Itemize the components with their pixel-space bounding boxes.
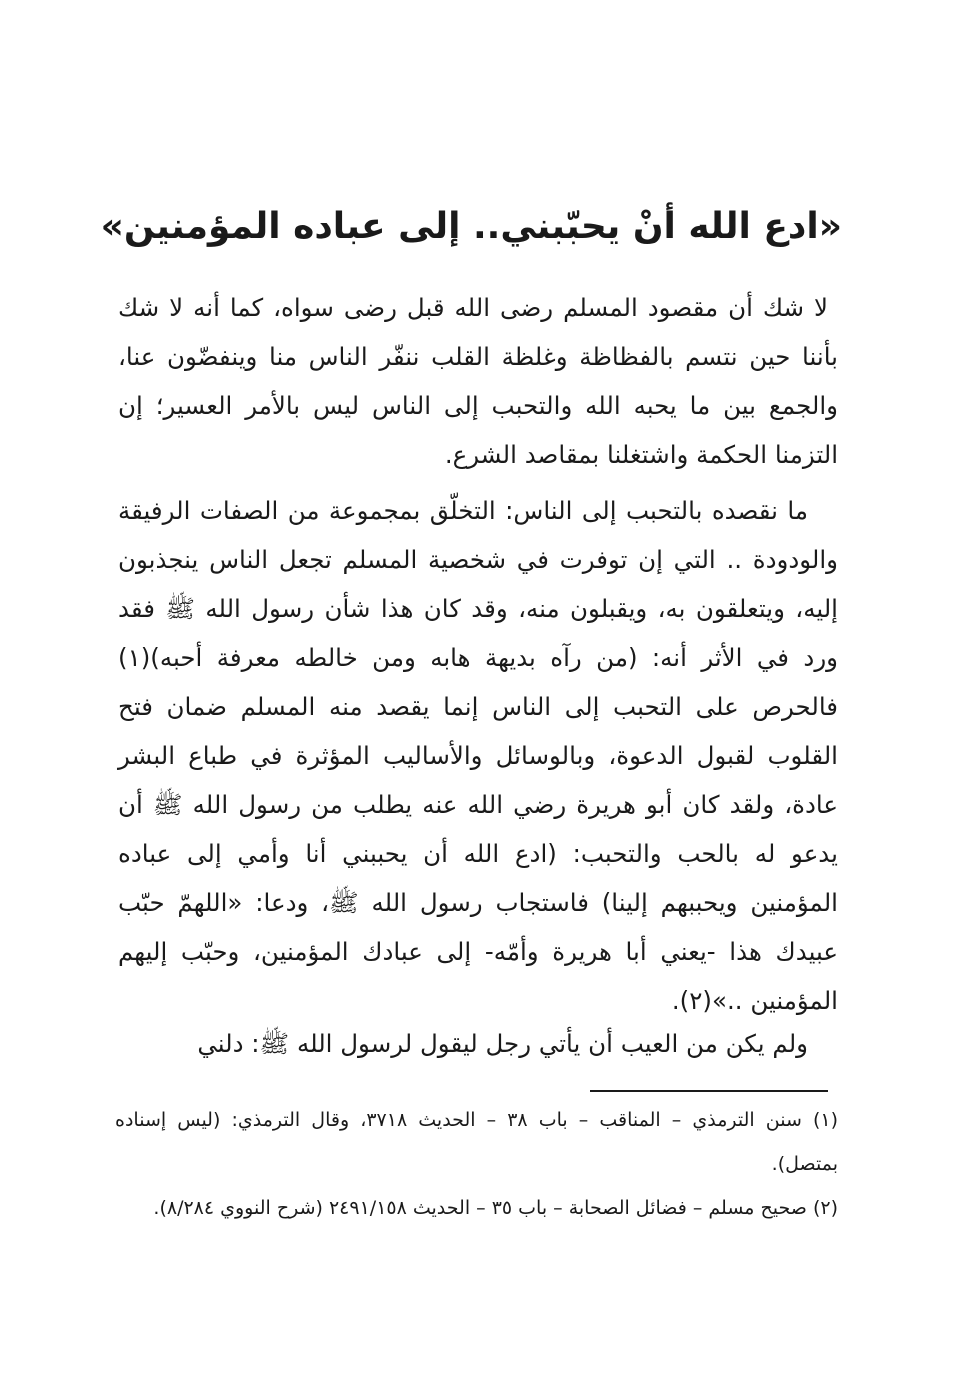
chapter-title: «ادع الله أنْ يحبّبني.. إلى عباده المؤمنين» [100,206,842,248]
footnote-1: (١) سنن الترمذي – المناقب – باب ٣٨ – الحديث ٣٧١٨، وقال الترمذي: (ليس إسناده بمتصل). [115,1109,838,1175]
footnote-separator [590,1090,828,1092]
paragraph-2: ما نقصده بالتحبب إلى الناس: التخلّق بمجموعة من الصفات الرفيقة والودودة .. التي إن توفرت في شخصية المسلم تجعل الناس ينجذبون إليه، ويتعلقون به، ويقبلون منه، وقد كان هذا شأن رسول الله ﷺ فقد ورد في الأثر أنه: (من رآه بديهة هابه ومن خالطه معرفة أحبه)(١) فالحرص على التحبب إلى الناس إنما يقصد منه المسلم ضمان فتح القلوب لقبول الدعوة، وبالوسائل والأساليب المؤثرة في طباع البشر عادة، ولقد كان أبو هريرة رضي الله عنه يطلب من رسول الله ﷺ أن يدعو له بالحب والتحبب: (ادع الله أن يحببني أنا وأمي إلى عباده المؤمنين ويحببهم إلينا) فاستجاب رسول الله ﷺ، ودعا: «اللهمّ حبّب عبيدك هذا -يعني أبا هريرة وأمّه- إلى عبادك المؤمنين، وحبّب إليهم المؤمنين ..»(٢). [118,496,838,1015]
paragraph-1: لا شك أن مقصود المسلم رضى الله قبل رضى سواه، كما أنه لا شك بأننا حين نتسم بالفظاظة وغلظة القلب ننفّر الناس منا وينفضّون عنا، والجمع بين ما يحبه الله والتحبب إلى الناس ليس بالأمر العسير؛ إن التزمنا الحكمة واشتغلنا بمقاصد الشرع. [118,293,838,469]
footnote-2: (٢) صحيح مسلم – فضائل الصحابة – باب ٣٥ – الحديث ٢٤٩١/١٥٨ (شرح النووي ٨/٢٨٤). [153,1197,838,1219]
footnotes [115,1098,838,1230]
paragraph-3: ولم يكن من العيب أن يأتي رجل ليقول لرسول الله ﷺ: دلني [197,1029,808,1058]
